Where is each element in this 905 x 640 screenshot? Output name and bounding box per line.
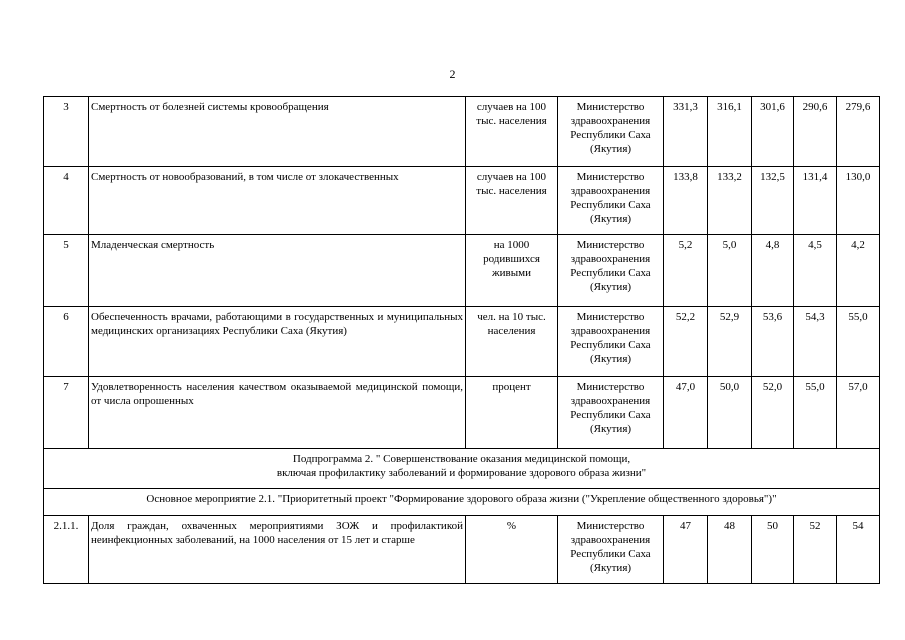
value-cell: 52 [794,516,837,584]
value-cell: 52,9 [708,307,752,377]
indicator-name: Обеспеченность врачами, работающими в государственных и муниципальных медицинских организациях Республики Саха (Якутия) [89,307,466,377]
value-cell: 290,6 [794,97,837,167]
table-row [44,307,880,377]
value-cell: 131,4 [794,167,837,235]
indicator-name: Смертность от новообразований, в том числе от злокачественных [89,167,466,235]
value-cell: 47,0 [664,377,708,449]
table-row [44,377,880,449]
value-cell: 50 [752,516,794,584]
value-cell: 55,0 [837,307,880,377]
row-number: 4 [44,167,89,235]
indicators-table [43,96,880,584]
indicator-name: Смертность от болезней системы кровообращения [89,97,466,167]
unit-cell: случаев на 100 тыс. населения [466,167,558,235]
indicator-name: Младенческая смертность [89,235,466,307]
table-row [44,167,880,235]
table-row [44,235,880,307]
main-event-row [44,489,880,516]
subprogram-line-1: Подпрограмма 2. " Совершенствование оказания медицинской помощи, [292,453,631,465]
responsible-org: Министерство здравоохранения Республики Саха (Якутия) [558,377,664,449]
responsible-org: Министерство здравоохранения Республики Саха (Якутия) [558,307,664,377]
main-event-heading: Основное мероприятие 2.1. "Приоритетный проект "Формирование здорового образа жизни ("Укрепление общественного здоровья")" [44,489,880,516]
value-cell: 47 [664,516,708,584]
unit-cell: процент [466,377,558,449]
row-number: 5 [44,235,89,307]
value-cell: 52,2 [664,307,708,377]
responsible-org: Министерство здравоохранения Республики Саха (Якутия) [558,167,664,235]
value-cell: 48 [708,516,752,584]
value-cell: 279,6 [837,97,880,167]
page-number: 2 [449,67,456,81]
table-row [44,97,880,167]
subprogram-line-2: включая профилактику заболеваний и формирование здорового образа жизни" [276,467,647,479]
value-cell: 4,2 [837,235,880,307]
responsible-org: Министерство здравоохранения Республики Саха (Якутия) [558,516,664,584]
value-cell: 54,3 [794,307,837,377]
value-cell: 5,2 [664,235,708,307]
subprogram-heading [44,449,880,489]
unit-cell: на 1000 родившихся живыми [466,235,558,307]
row-number: 6 [44,307,89,377]
responsible-org: Министерство здравоохранения Республики Саха (Якутия) [558,235,664,307]
value-cell: 4,5 [794,235,837,307]
value-cell: 52,0 [752,377,794,449]
value-cell: 133,2 [708,167,752,235]
value-cell: 133,8 [664,167,708,235]
row-number: 7 [44,377,89,449]
value-cell: 50,0 [708,377,752,449]
value-cell: 57,0 [837,377,880,449]
unit-cell: чел. на 10 тыс. населения [466,307,558,377]
value-cell: 54 [837,516,880,584]
unit-cell: случаев на 100 тыс. населения [466,97,558,167]
unit-cell: % [466,516,558,584]
value-cell: 130,0 [837,167,880,235]
row-number: 3 [44,97,89,167]
indicator-name: Доля граждан, охваченных мероприятиями ЗОЖ и профилактикой неинфекционных заболеваний, на 1000 населения от 15 лет и старше [89,516,466,584]
table-row [44,516,880,584]
value-cell: 301,6 [752,97,794,167]
value-cell: 5,0 [708,235,752,307]
value-cell: 53,6 [752,307,794,377]
subprogram-row [44,449,880,489]
responsible-org: Министерство здравоохранения Республики Саха (Якутия) [558,97,664,167]
row-number: 2.1.1. [44,516,89,584]
value-cell: 132,5 [752,167,794,235]
value-cell: 55,0 [794,377,837,449]
value-cell: 316,1 [708,97,752,167]
value-cell: 4,8 [752,235,794,307]
value-cell: 331,3 [664,97,708,167]
indicator-name: Удовлетворенность населения качеством оказываемой медицинской помощи, от числа опрошенных [89,377,466,449]
